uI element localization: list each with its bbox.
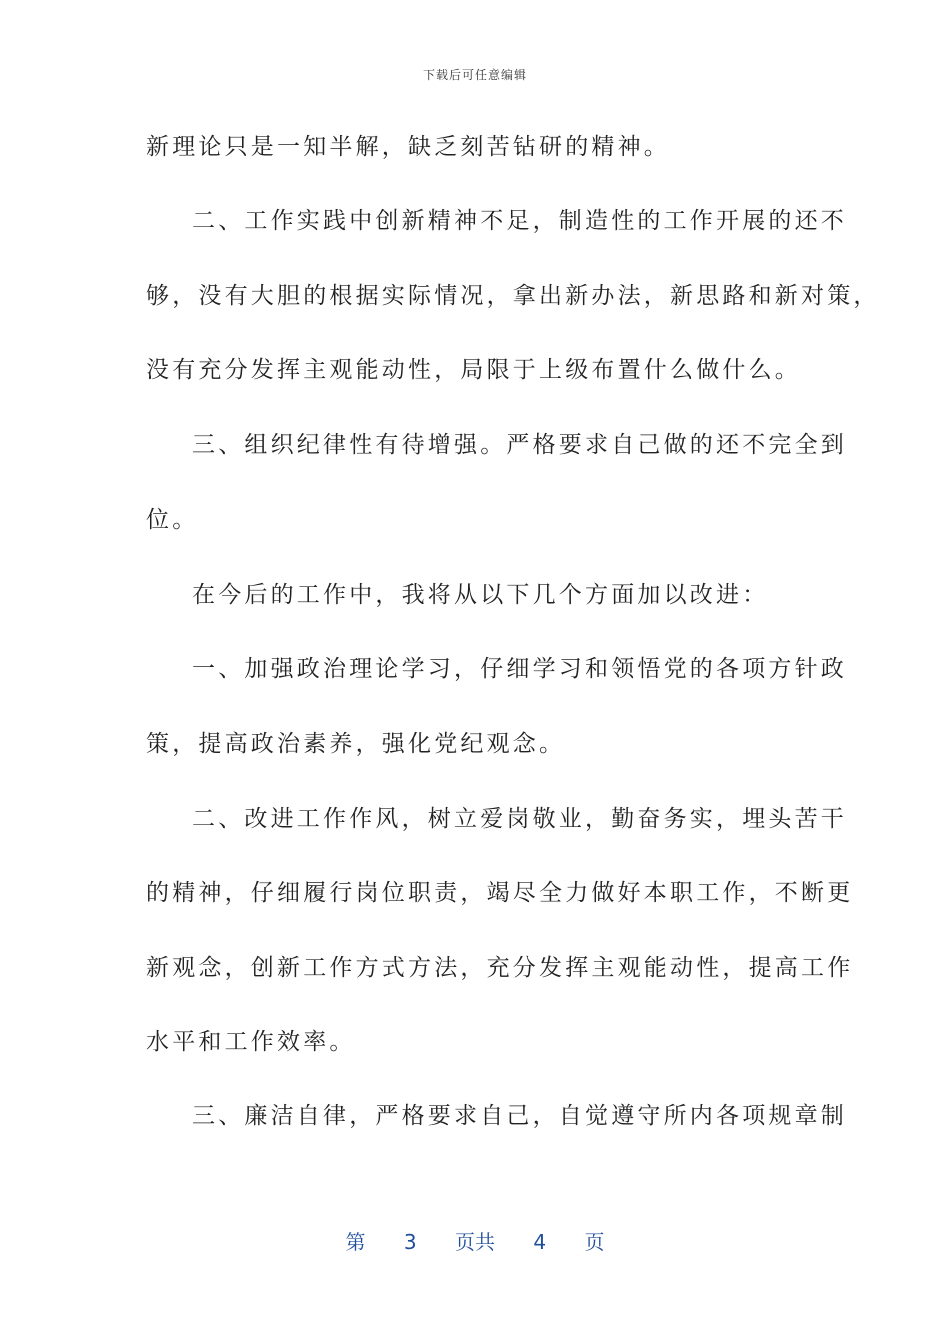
- footer-prefix: 第: [345, 1230, 366, 1254]
- page-header: 下载后可任意编辑: [422, 68, 527, 82]
- footer-total-pages: 4: [533, 1230, 547, 1254]
- page-footer: [0, 1226, 950, 1255]
- footer-page-number: 3: [403, 1230, 417, 1254]
- footer-suffix: 页: [584, 1230, 605, 1254]
- text-line: 够，没有大胆的根据实际情况，拿出新办法，新思路和新对策，: [146, 283, 880, 309]
- footer-middle: 页共: [455, 1230, 495, 1254]
- text-line: 在今后的工作中，我将从以下几个方面加以改进：: [192, 582, 769, 608]
- text-line: 位。: [146, 507, 199, 533]
- text-line: 的精神，仔细履行岗位职责，竭尽全力做好本职工作，不断更: [146, 880, 854, 906]
- text-line: 水平和工作效率。: [146, 1029, 356, 1055]
- text-line: 三、廉洁自律，严格要求自己，自觉遵守所内各项规章制: [192, 1103, 847, 1129]
- text-line: 新理论只是一知半解，缺乏刻苦钻研的精神。: [146, 134, 670, 160]
- text-line: 新观念，创新工作方式方法，充分发挥主观能动性，提高工作: [146, 955, 854, 981]
- text-line: 二、改进工作作风，树立爱岗敬业，勤奋务实，埋头苦干: [192, 806, 847, 832]
- text-line: 三、组织纪律性有待增强。严格要求自己做的还不完全到: [192, 432, 847, 458]
- text-line: 没有充分发挥主观能动性，局限于上级布置什么做什么。: [146, 357, 801, 383]
- text-line: 策，提高政治素养，强化党纪观念。: [146, 731, 566, 757]
- text-line: 二、工作实践中创新精神不足，制造性的工作开展的还不: [192, 208, 847, 234]
- text-line: 一、加强政治理论学习，仔细学习和领悟党的各项方针政: [192, 656, 847, 682]
